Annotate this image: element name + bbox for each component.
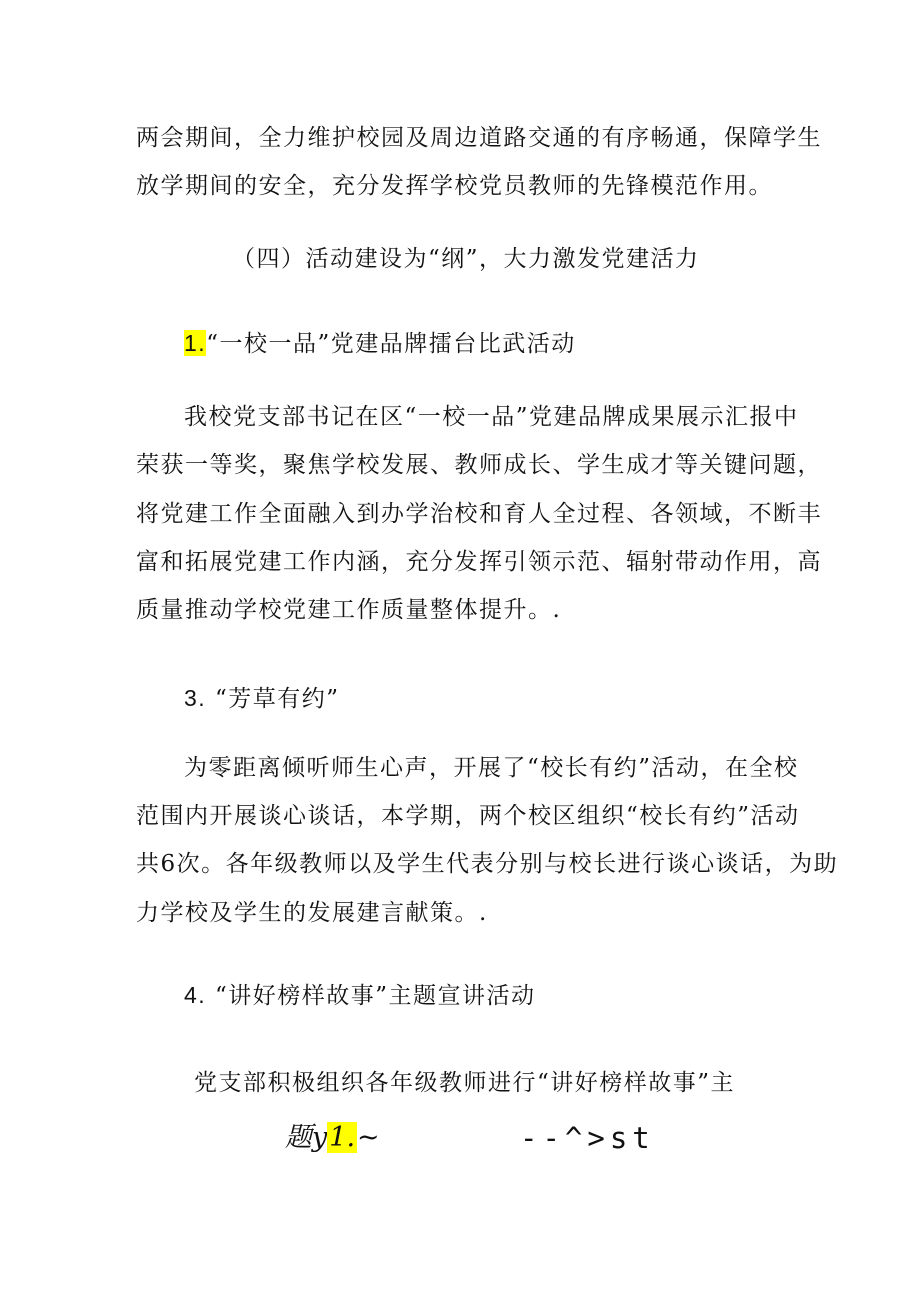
paragraph-1-line-2: 放学期间的安全，充分发挥学校党员教师的先锋模范作用。	[136, 173, 773, 199]
fragment-prefix: 题y	[285, 1122, 328, 1153]
paragraph-3-line-3: 共6次。各年级教师以及学生代表分别与校长进行谈心谈话，为助	[136, 851, 839, 877]
item-4-number: 4.	[184, 982, 207, 1008]
item-3-title: “芳草有约”	[215, 686, 340, 712]
item-4-heading	[184, 980, 536, 1011]
garbled-fragment-right: --^>st	[520, 1121, 655, 1155]
paragraph-2-line-4: 富和拓展党建工作内涵，充分发挥引领示范、辐射带动作用，高	[136, 549, 822, 575]
item-1-number-highlight: 1.	[184, 330, 207, 356]
paragraph-4-line-1: 党支部积极组织各年级教师进行“讲好榜样故事”主	[194, 1070, 736, 1096]
section-heading-4: （四）活动建设为“纲”，大力激发党建活力	[232, 246, 700, 272]
paragraph-3-line-4: 力学校及学生的发展建言献策。.	[136, 900, 488, 926]
item-4-title: “讲好榜样故事”主题宣讲活动	[215, 983, 536, 1009]
item-3-heading	[184, 683, 340, 714]
item-1-heading	[184, 328, 576, 359]
paragraph-1-line-1: 两会期间，全力维护校园及周边道路交通的有序畅通，保障学生	[136, 125, 822, 151]
paragraph-2-line-3: 将党建工作全面融入到办学治校和育人全过程、各领域，不断丰	[136, 501, 822, 527]
paragraph-2-line-5: 质量推动学校党建工作质量整体提升。.	[136, 597, 562, 623]
paragraph-2-line-2: 荣获一等奖，聚焦学校发展、教师成长、学生成才等关键问题，	[136, 452, 822, 478]
paragraph-3-line-2: 范围内开展谈心谈话，本学期，两个校区组织“校长有约”活动	[136, 803, 800, 829]
fragment-suffix: ~	[357, 1122, 380, 1153]
fragment-highlight: 1.	[329, 1122, 356, 1153]
garbled-fragment-left	[285, 1119, 380, 1157]
paragraph-3-line-1: 为零距离倾听师生心声，开展了“校长有约”活动，在全校	[184, 755, 799, 781]
paragraph-2-line-1: 我校党支部书记在区“一校一品”党建品牌成果展示汇报中	[184, 404, 799, 430]
item-3-number: 3.	[184, 685, 207, 711]
item-1-title: “一校一品”党建品牌擂台比武活动	[206, 331, 576, 357]
